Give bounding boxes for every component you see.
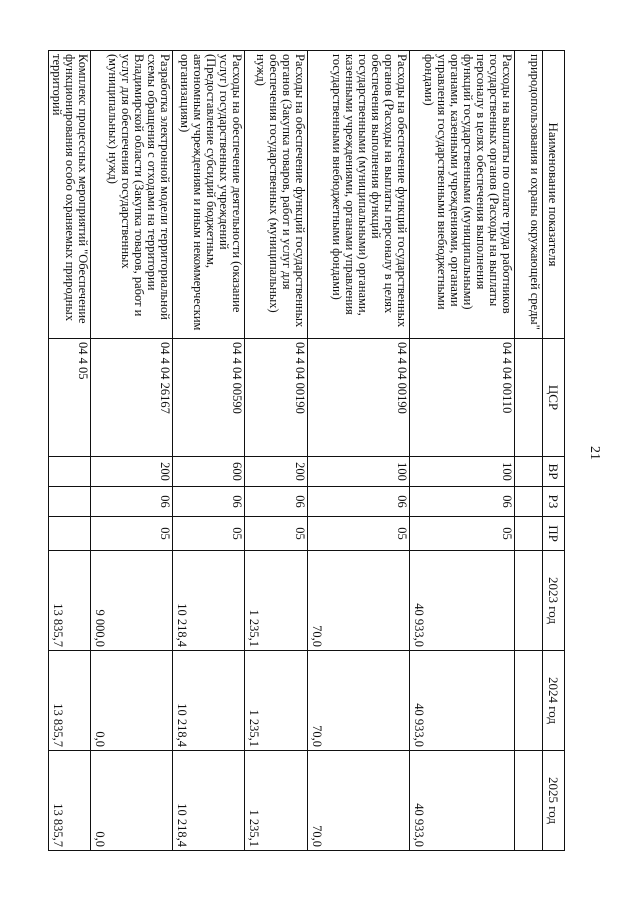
header-2023: 2023 год [543,551,565,651]
header-csr: ЦСР [543,339,565,457]
row-2023: 1 235,1 [245,551,308,651]
budget-table [48,50,565,851]
row-2023: 9 000,0 [91,551,173,651]
row-pr: 05 [410,517,515,551]
row-2025: 70,0 [308,751,410,851]
row-rz: 06 [91,487,173,517]
row-2023: 70,0 [308,551,410,651]
row-2024: 0,0 [91,651,173,751]
table-row [308,51,410,851]
row-rz [515,487,543,517]
row-2025: 0,0 [91,751,173,851]
row-rz: 06 [245,487,308,517]
header-rz: РЗ [543,487,565,517]
row-2023: 40 933,0 [410,551,515,651]
row-pr: 05 [245,517,308,551]
row-2023: 13 835,7 [49,551,91,651]
row-2023: 10 218,4 [173,551,245,651]
row-vr [515,457,543,487]
row-2025: 10 218,4 [173,751,245,851]
row-name: Расходы на выплаты по оплате труда работников государственных органов (Расходы на выплаты персоналу в целях обеспечения выполнения функций государственными (муниципальными) органами, казенными учреждениями, органами управления государственными внебюджетными фондами) [410,51,515,339]
row-vr: 200 [245,457,308,487]
row-2024: 10 218,4 [173,651,245,751]
row-name: Расходы на обеспечение функций государственных органов (Расходы на выплаты персоналу в целях обеспечения выполнения функций государственными (муниципальными) органами, казенными учреждениями, органами управления государственными внебюджетными фондами) [308,51,410,339]
row-2024: 13 835,7 [49,651,91,751]
row-vr: 200 [91,457,173,487]
header-name: Наименование показателя [543,51,565,339]
row-2025: 1 235,1 [245,751,308,851]
row-2025: 40 933,0 [410,751,515,851]
row-csr: 04 4 04 00110 [410,339,515,457]
table-row [515,51,543,851]
row-csr: 04 4 05 [49,339,91,457]
row-2024: 40 933,0 [410,651,515,751]
row-csr [515,339,543,457]
row-csr: 04 4 04 00190 [245,339,308,457]
row-pr [49,517,91,551]
table-row [91,51,173,851]
row-rz: 06 [308,487,410,517]
row-pr: 05 [173,517,245,551]
row-csr: 04 4 04 00190 [308,339,410,457]
table-row [410,51,515,851]
row-name: Комплекс процессных мероприятий "Обеспечение функционирования особо охраняемых природных территорий [49,51,91,339]
row-2025: 13 835,7 [49,751,91,851]
row-vr: 100 [410,457,515,487]
row-rz [49,487,91,517]
table-row [245,51,308,851]
row-name: Расходы на обеспечение функций государственных органов (Закупка товаров, работ и услуг для обеспечения государственных (муниципальных) нужд) [245,51,308,339]
row-vr: 600 [173,457,245,487]
row-pr: 05 [91,517,173,551]
row-rz: 06 [410,487,515,517]
table-row [173,51,245,851]
row-pr: 05 [308,517,410,551]
header-2025: 2025 год [543,751,565,851]
header-2024: 2024 год [543,651,565,751]
table-row [49,51,91,851]
row-pr [515,517,543,551]
budget-table-container [52,50,565,850]
rotated-table [52,50,565,850]
row-2023 [515,551,543,651]
row-vr [49,457,91,487]
row-2025 [515,751,543,851]
table-header-row [543,51,565,851]
row-csr: 04 4 04 00590 [173,339,245,457]
header-pr: ПР [543,517,565,551]
row-2024: 1 235,1 [245,651,308,751]
row-2024: 70,0 [308,651,410,751]
row-name: природопользования и охраны окружающей среды" [515,51,543,339]
page-number: 21 [587,446,602,460]
row-2024 [515,651,543,751]
row-name: Разработка электронной модели территориальной схемы обращения с отходами на территории Владимирской области (Закупка товаров, работ и услуг для обеспечения государственных (муниципальных) нужд) [91,51,173,339]
header-vr: ВР [543,457,565,487]
row-rz: 06 [173,487,245,517]
row-vr: 100 [308,457,410,487]
row-csr: 04 4 04 26167 [91,339,173,457]
row-name: Расходы на обеспечение деятельности (оказание услуг) государственных учреждений (Предоставление субсидий бюджетным, автономным учреждениям и иным некоммерческим организациям) [173,51,245,339]
